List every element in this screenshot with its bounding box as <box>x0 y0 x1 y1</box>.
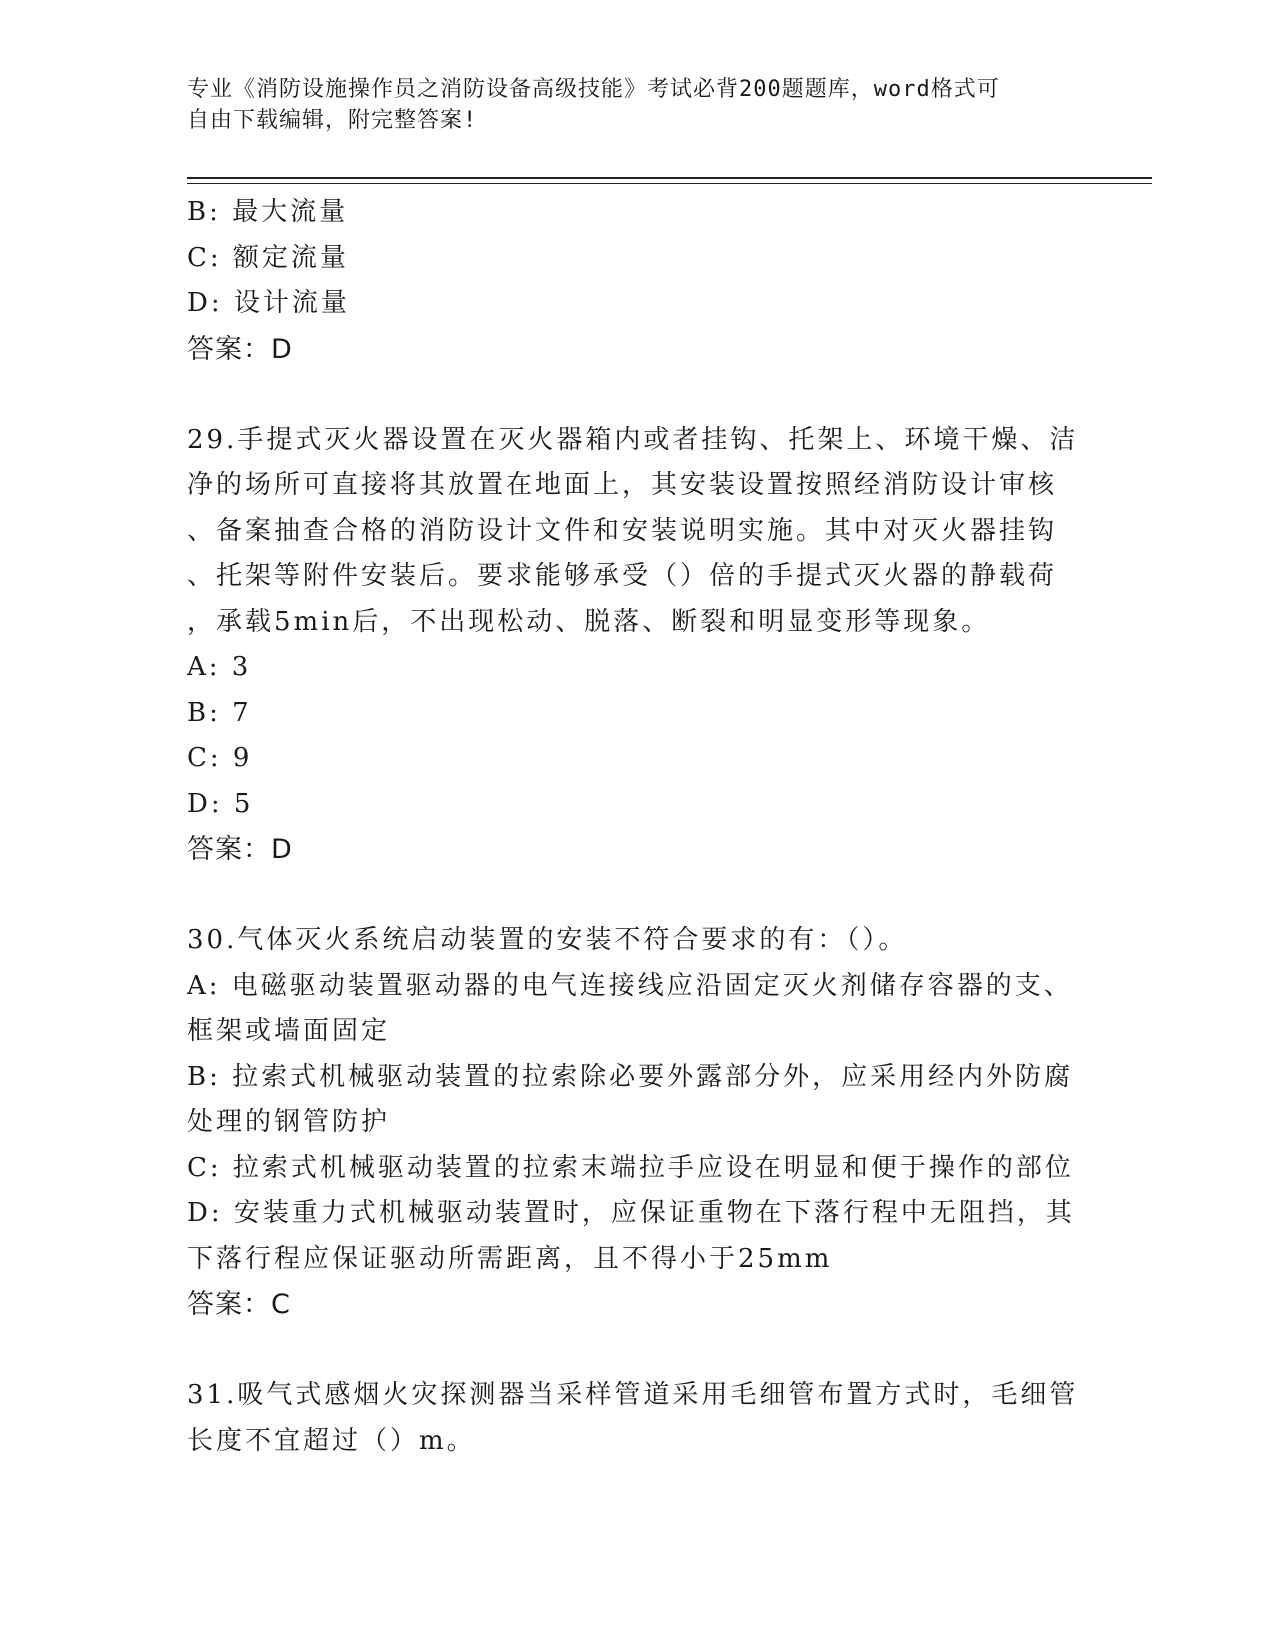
answer-label: 答案：D <box>187 333 293 365</box>
question-text-line: 30.气体灭火系统启动装置的安装不符合要求的有：（）。 <box>187 925 908 955</box>
header-title-line-1: 专业《消防设施操作员之消防设备高级技能》考试必背200题题库，word格式可 <box>187 77 1000 102</box>
document-header <box>187 74 1067 136</box>
option-d: D: 设计流量 <box>187 288 350 318</box>
option-c: C: 拉索式机械驱动装置的拉索末端拉手应设在明显和便于操作的部位 <box>187 1152 1074 1183</box>
option-a: A: 电磁驱动装置驱动器的电气连接线应沿固定灭火剂储存容器的支、 <box>187 970 1073 1001</box>
option-b: B: 拉索式机械驱动装置的拉索除必要外露部分外，应采用经内外防腐 <box>187 1061 1074 1092</box>
option-a-continued: 框架或墙面固定 <box>187 1016 391 1046</box>
option-b-continued: 处理的钢管防护 <box>187 1107 391 1137</box>
question-31 <box>187 1373 1079 1464</box>
question-text-line: ，承载5min后，不出现松动、脱落、断裂和明显变形等现象。 <box>187 606 991 637</box>
question-text-line: 、备案抽查合格的消防设计文件和安装说明实施。其中对灭火器挂钩 <box>187 515 1058 546</box>
header-title-line-2: 自由下载编辑，附完整答案! <box>187 108 478 133</box>
header-divider-thin <box>187 183 1152 184</box>
question-29 <box>187 418 1079 873</box>
header-divider-thick <box>187 177 1152 179</box>
question-text-line: 、托架等附件安装后。要求能够承受（）倍的手提式灭火器的静载荷 <box>187 561 1058 591</box>
option-b: B: 7 <box>187 697 252 728</box>
option-a: A: 3 <box>187 652 252 682</box>
option-d: D: 安装重力式机械驱动装置时，应保证重物在下落行程中无阻挡，其 <box>187 1198 1075 1228</box>
answer-label: 答案：C <box>187 1289 291 1320</box>
question-text-line: 长度不宜超过（）m。 <box>187 1425 476 1456</box>
question-list <box>187 190 1079 1464</box>
question-text-line: 31.吸气式感烟火灾探测器当采样管道采用毛细管布置方式时，毛细管 <box>187 1380 1079 1410</box>
question-28-tail <box>187 190 1067 372</box>
question-text-line: 净的场所可直接将其放置在地面上，其安装设置按照经消防设计审核 <box>187 470 1058 500</box>
answer-label: 答案：D <box>187 834 293 865</box>
question-30 <box>187 918 1075 1328</box>
option-c: C: 9 <box>187 743 253 773</box>
option-c: C: 额定流量 <box>187 242 349 273</box>
question-text-line: 29.手提式灭火器设置在灭火器箱内或者挂钩、托架上、环境干燥、洁 <box>187 424 1079 455</box>
option-d: D: 5 <box>187 788 254 819</box>
option-d-continued: 下落行程应保证驱动所需距离，且不得小于25mm <box>187 1243 833 1274</box>
option-b: B: 最大流量 <box>187 197 349 227</box>
